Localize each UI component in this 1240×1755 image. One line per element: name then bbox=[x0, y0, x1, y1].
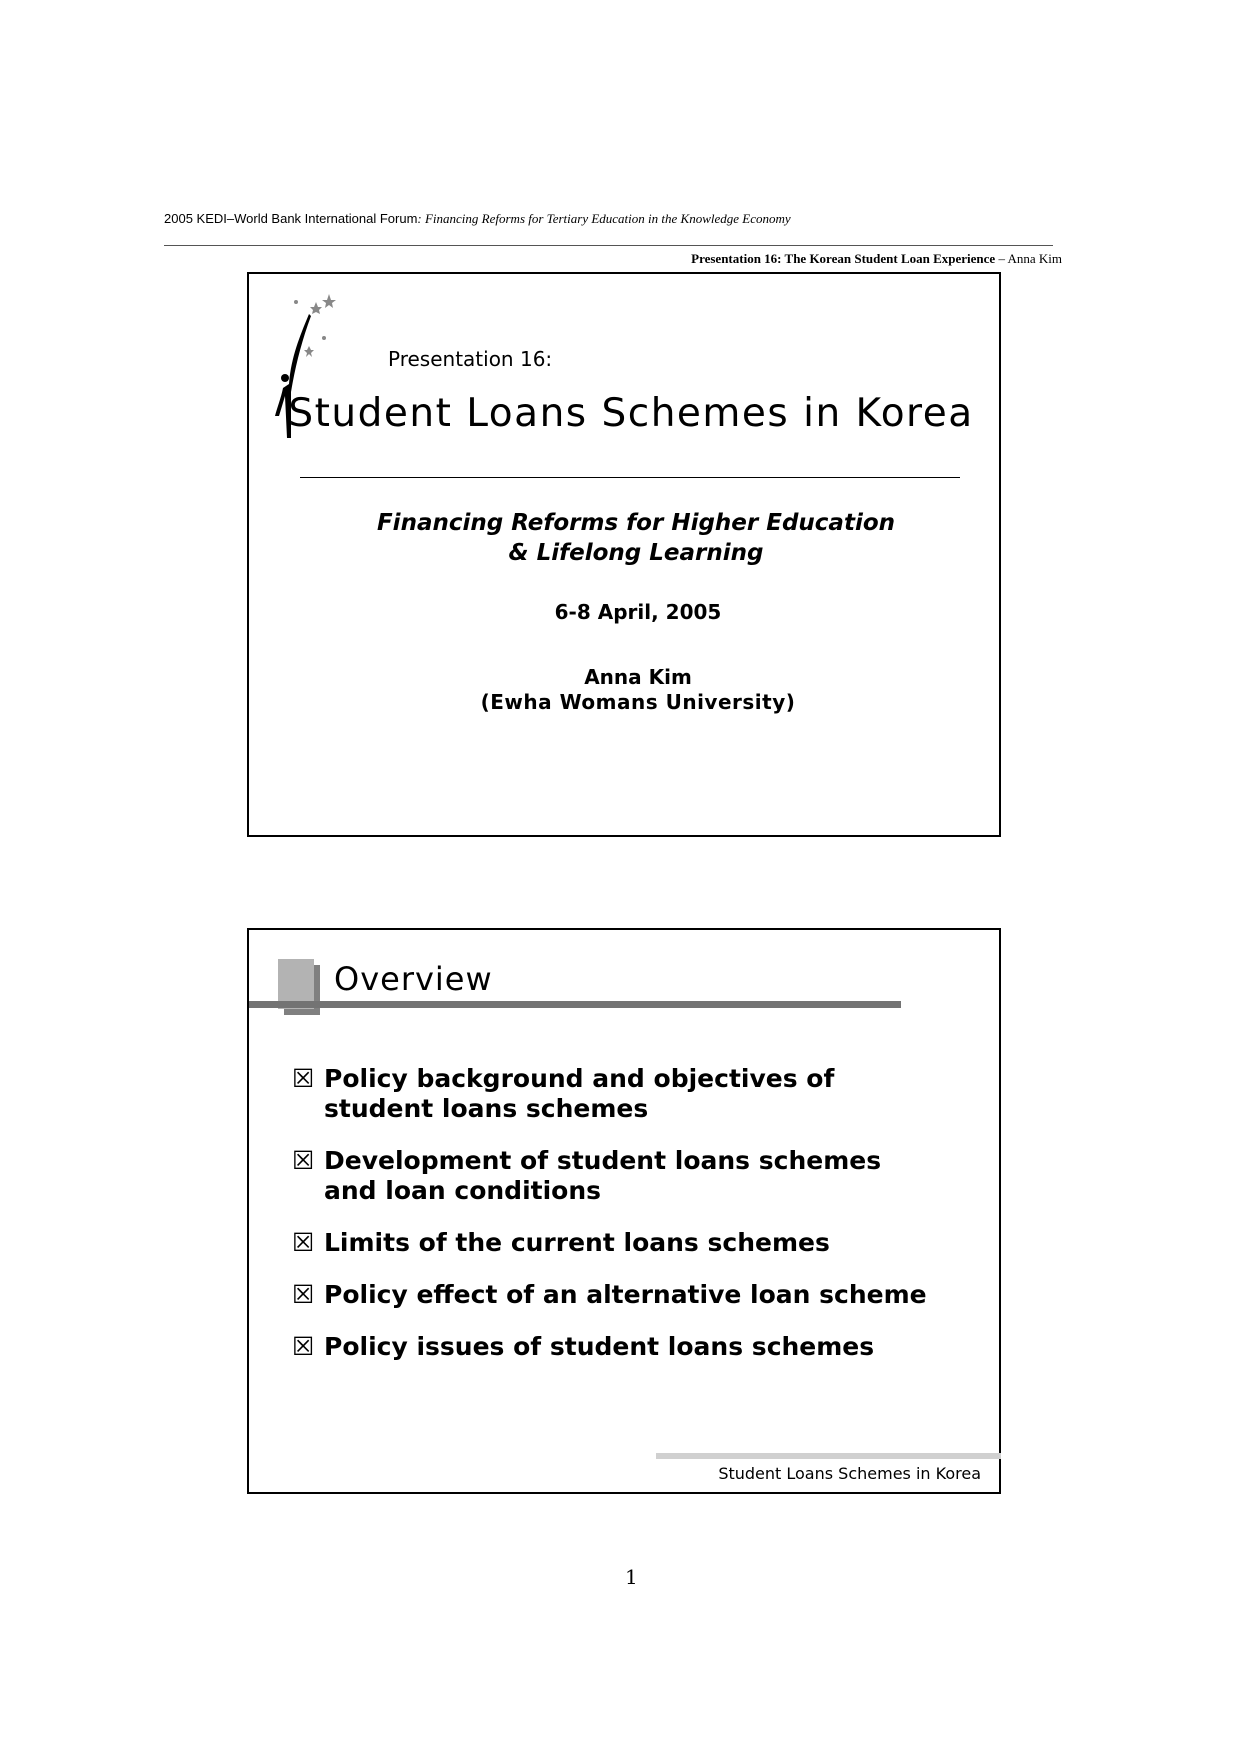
slide-footer: Student Loans Schemes in Korea bbox=[718, 1464, 981, 1483]
forum-subtitle: : Financing Reforms for Tertiary Education in the Knowledge Economy bbox=[417, 211, 791, 226]
title-rule bbox=[300, 477, 960, 478]
presenter-affiliation: (Ewha Womans University) bbox=[480, 690, 796, 714]
presentation-title: Presentation 16: The Korean Student Loan Experience bbox=[691, 251, 996, 266]
header-rule bbox=[164, 245, 1053, 246]
presentation-label: Presentation 16: bbox=[388, 347, 553, 371]
overview-slide bbox=[247, 928, 1001, 1494]
bullet-item bbox=[292, 1332, 927, 1362]
checkbox-icon: ☒ bbox=[292, 1146, 315, 1175]
bullet-item bbox=[292, 1146, 927, 1206]
bullet-text: Policy issues of student loans schemes bbox=[324, 1332, 875, 1361]
slide-title: Student Loans Schemes in Korea bbox=[288, 391, 974, 436]
running-header bbox=[164, 211, 791, 227]
subtitle-line2: & Lifelong Learning bbox=[508, 540, 764, 566]
footer-bar bbox=[656, 1453, 1001, 1459]
bullet-item bbox=[292, 1064, 927, 1124]
presenter-name: Anna Kim bbox=[584, 665, 692, 689]
event-date: 6-8 April, 2005 bbox=[554, 600, 722, 624]
title-bar bbox=[249, 1001, 901, 1008]
bullet-text: Policy background and objectives of student loans schemes bbox=[324, 1064, 835, 1123]
bullet-text: Limits of the current loans schemes bbox=[324, 1228, 830, 1257]
presentation-author: – Anna Kim bbox=[995, 251, 1062, 266]
bullet-item bbox=[292, 1280, 927, 1310]
overview-title: Overview bbox=[334, 960, 493, 998]
checkbox-icon: ☒ bbox=[292, 1332, 315, 1361]
checkbox-icon: ☒ bbox=[292, 1064, 315, 1093]
subtitle-line1: Financing Reforms for Higher Education bbox=[376, 510, 896, 536]
checkbox-icon: ☒ bbox=[292, 1280, 315, 1309]
bullet-text: Development of student loans schemes and loan conditions bbox=[324, 1146, 882, 1205]
page-number: 1 bbox=[625, 1565, 638, 1589]
checkbox-icon: ☒ bbox=[292, 1228, 315, 1257]
bullet-list bbox=[292, 1064, 927, 1362]
bullet-item bbox=[292, 1228, 927, 1258]
title-slide bbox=[247, 272, 1001, 837]
bullet-text: Policy effect of an alternative loan scheme bbox=[324, 1280, 927, 1309]
forum-name: 2005 KEDI–World Bank International Forum bbox=[164, 211, 418, 226]
presentation-header bbox=[691, 251, 1062, 267]
